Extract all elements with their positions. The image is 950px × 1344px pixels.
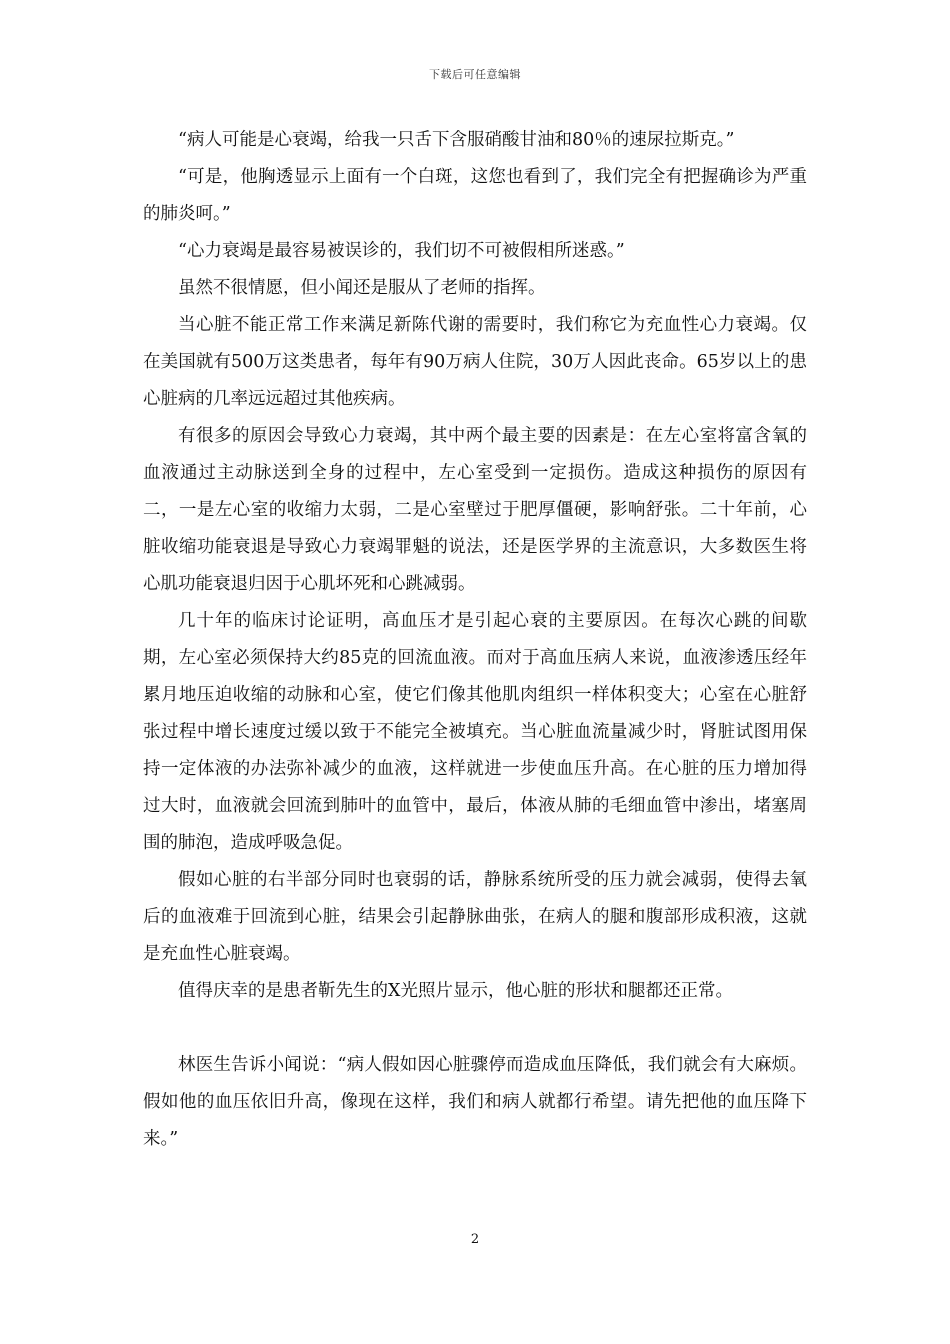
- paragraph: 当心脏不能正常工作来满足新陈代谢的需要时，我们称它为充血性心力衰竭。仅在美国就有500万这类患者，每年有90万病人住院，30万人因此丧命。65岁以上的患心脏病的几率远远超过其他疾病。: [143, 315, 807, 409]
- paragraph: 有很多的原因会导致心力衰竭，其中两个最主要的因素是：在左心室将富含氧的血液通过主动脉送到全身的过程中，左心室受到一定损伤。造成这种损伤的原因有二，一是左心室的收缩力太弱，二是心室壁过于肥厚僵硬，影响舒张。二十年前，心脏收缩功能衰退是导致心力衰竭罪魁的说法，还是医学界的主流意识，大多数医生将心肌功能衰退归因于心肌坏死和心跳减弱。: [143, 426, 807, 594]
- paragraph: “病人可能是心衰竭，给我一只舌下含服硝酸甘油和80％的速尿拉斯克。”: [178, 130, 735, 150]
- paragraph: “心力衰竭是最容易被误诊的，我们切不可被假相所迷惑。”: [178, 241, 625, 261]
- page-header: 下载后可任意编辑: [429, 68, 521, 81]
- document-body: [143, 122, 807, 1158]
- paragraph: 几十年的临床讨论证明，高血压才是引起心衰的主要原因。在每次心跳的间歇期，左心室必须保持大约85克的回流血液。而对于高血压病人来说，血液渗透压经年累月地压迫收缩的动脉和心室，使它们像其他肌肉组织一样体积变大；心室在心脏舒张过程中增长速度过缓以致于不能完全被填充。当心脏血流量减少时，肾脏试图用保持一定体液的办法弥补减少的血液，这样就进一步使血压升高。在心脏的压力增加得过大时，血液就会回流到肺叶的血管中，最后，体液从肺的毛细血管中渗出，堵塞周围的肺泡，造成呼吸急促。: [143, 611, 807, 853]
- paragraph: “可是，他胸透显示上面有一个白斑，这您也看到了，我们完全有把握确诊为严重的肺炎呵。”: [143, 167, 807, 224]
- paragraph: 值得庆幸的是患者靳先生的X光照片显示，他心脏的形状和腿都还正常。: [178, 981, 733, 1001]
- paragraph: 林医生告诉小闻说：“病人假如因心脏骤停而造成血压降低，我们就会有大麻烦。假如他的血压依旧升高，像现在这样，我们和病人就都行希望。请先把他的血压降下来。”: [143, 1055, 807, 1149]
- page-number: 2: [470, 1232, 480, 1247]
- paragraph: 虽然不很情愿，但小闻还是服从了老师的指挥。: [178, 278, 546, 298]
- paragraph: 假如心脏的右半部分同时也衰弱的话，静脉系统所受的压力就会减弱，使得去氧后的血液难于回流到心脏，结果会引起静脉曲张，在病人的腿和腹部形成积液，这就是充血性心脏衰竭。: [143, 870, 807, 964]
